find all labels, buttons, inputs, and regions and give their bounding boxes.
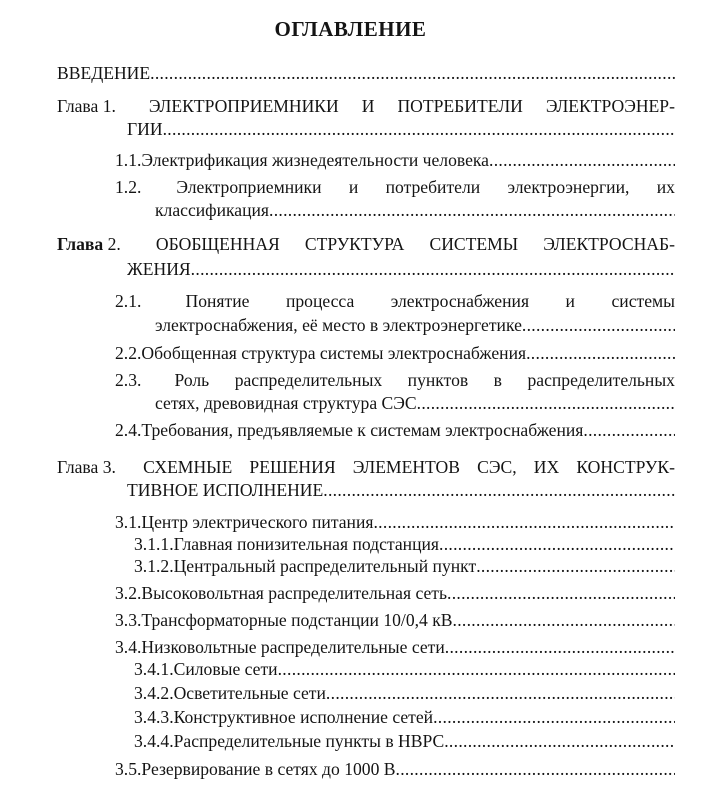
word: РЕШЕНИЯ — [249, 457, 336, 477]
toc-chapter-3-line2 — [127, 479, 675, 501]
entry-number: 3.4.3. — [134, 707, 174, 727]
toc-entry-text: Низковольтные распределительные сети — [141, 637, 445, 657]
dot-leader — [439, 533, 675, 555]
toc-entry-3-4-3 — [134, 706, 675, 728]
toc-entry-text: Центр электрического питания — [141, 512, 374, 532]
word: системы — [611, 291, 675, 311]
toc-entry-1-2-line1 — [115, 176, 675, 198]
entry-number: 3.4.1. — [134, 659, 174, 679]
toc-entry-3-4 — [115, 636, 675, 658]
chapter-label: Глава 1. — [57, 96, 116, 116]
toc-entry-3-4-4 — [134, 730, 675, 752]
toc-entry-2-3-line2 — [155, 392, 675, 414]
toc-chapter-1-line1 — [57, 95, 675, 117]
entry-number: 3.3. — [115, 610, 142, 630]
word: СИСТЕМЫ — [429, 234, 519, 254]
dot-leader — [433, 706, 675, 728]
dot-leader — [444, 730, 675, 752]
dot-leader — [522, 314, 675, 336]
entry-number: 2.1. — [115, 291, 142, 311]
toc-entry-2-3-line1 — [115, 369, 675, 391]
entry-number: 3.1. — [115, 512, 142, 532]
entry-number: 3.5. — [115, 759, 142, 779]
word: ЭЛЕКТРОПРИЕМНИКИ — [148, 96, 339, 116]
toc-entry-3-5 — [115, 758, 675, 780]
toc-chapter-2-line1 — [57, 233, 675, 255]
dot-leader — [191, 258, 675, 280]
dot-leader — [489, 149, 675, 171]
word: СЭС, — [477, 457, 517, 477]
toc-entry-1-1 — [115, 149, 675, 171]
toc-entry-text: Главная понизительная подстанция — [173, 534, 439, 554]
word: пунктов — [407, 370, 469, 390]
dot-leader — [445, 636, 675, 658]
dot-leader — [323, 479, 675, 501]
toc-entry-text: Резервирование в сетях до 1000 В — [141, 759, 396, 779]
entry-number: 2.2. — [115, 343, 142, 363]
toc-entry-text: Трансформаторные подстанции 10/0,4 кВ — [141, 610, 453, 630]
entry-number: 3.1.2. — [134, 556, 174, 576]
word: ПОТРЕБИТЕЛИ — [397, 96, 523, 116]
chapter-label: Глава 3. — [57, 457, 116, 477]
word: ЭЛЕКТРОЭНЕР- — [545, 96, 675, 116]
toc-entry-2-1-line1 — [115, 290, 675, 312]
toc-entry-text: Высоковольтная распределительная сеть — [141, 583, 448, 603]
chapter-title-cont: ТИВНОЕ ИСПОЛНЕНИЕ — [127, 480, 324, 500]
toc-entry-text: Конструктивное исполнение сетей — [173, 707, 434, 727]
toc-entry-text: ВВЕДЕНИЕ — [57, 63, 151, 83]
word: И — [361, 96, 375, 116]
toc-chapter-3-line1 — [57, 456, 675, 478]
word: процесса — [285, 291, 355, 311]
word: ОБОБЩЕННАЯ — [155, 234, 280, 254]
toc-entry-text: Обобщенная структура системы электроснабжения — [141, 343, 527, 363]
dot-leader — [326, 682, 675, 704]
dot-leader — [447, 582, 675, 604]
word: распределительных — [527, 370, 675, 390]
toc-entry-3-2 — [115, 582, 675, 604]
word: распределительных — [234, 370, 383, 390]
chapter-label-number: 2. — [107, 234, 121, 254]
word: Понятие — [185, 291, 250, 311]
dot-leader — [476, 555, 675, 577]
dot-leader — [526, 342, 675, 364]
dot-leader — [278, 658, 675, 680]
entry-number: 2.4. — [115, 420, 142, 440]
toc-entry-2-1-line2 — [155, 314, 675, 336]
word: и — [565, 291, 575, 311]
word: электроснабжения — [390, 291, 530, 311]
toc-entry-3-1-2 — [134, 555, 675, 577]
toc-entry-3-4-1 — [134, 658, 675, 680]
toc-entry-3-4-2 — [134, 682, 675, 704]
toc-chapter-1-line2 — [127, 118, 675, 140]
word: КОНСТРУК- — [576, 457, 675, 477]
toc-entry-text: классификация — [155, 200, 269, 220]
chapter-label-word: Глава — [57, 234, 104, 254]
toc-title: ОГЛАВЛЕНИЕ — [274, 17, 427, 41]
toc-entry-intro — [57, 62, 675, 84]
entry-number: 3.4. — [115, 637, 142, 657]
dot-leader — [583, 419, 675, 441]
toc-entry-text: Требования, предъявляемые к системам электроснабжения — [141, 420, 584, 440]
entry-number: 3.4.4. — [134, 731, 174, 751]
toc-entry-text: Распределительные пункты в НВРС — [173, 731, 445, 751]
dot-leader — [396, 758, 675, 780]
entry-number: 2.3. — [115, 370, 142, 390]
toc-entry-text: Центральный распределительный пункт — [173, 556, 477, 576]
toc-entry-text: Осветительные сети — [173, 683, 326, 703]
word: в — [493, 370, 502, 390]
entry-number: 3.1.1. — [134, 534, 174, 554]
entry-number: 3.2. — [115, 583, 142, 603]
word: их — [656, 177, 675, 197]
chapter-title-cont: ГИИ — [127, 119, 163, 139]
entry-number: 1.2. — [115, 177, 142, 197]
word: ЭЛЕКТРОСНАБ- — [543, 234, 675, 254]
word: потребители — [385, 177, 481, 197]
toc-entry-3-1-1 — [134, 533, 675, 555]
toc-entry-3-3 — [115, 609, 675, 631]
dot-leader — [373, 511, 675, 533]
word: Роль — [174, 370, 210, 390]
entry-number: 1.1. — [115, 150, 142, 170]
dot-leader — [150, 62, 675, 84]
entry-number: 3.4.2. — [134, 683, 174, 703]
word: и — [348, 177, 359, 197]
toc-entry-2-2 — [115, 342, 675, 364]
toc-entry-3-1 — [115, 511, 675, 533]
word: электроэнергии, — [507, 177, 630, 197]
word: Электроприемники — [176, 177, 322, 197]
dot-leader — [163, 118, 675, 140]
toc-entry-text: сетях, древовидная структура СЭС — [155, 393, 417, 413]
toc-entry-text: Силовые сети — [173, 659, 278, 679]
word: СХЕМНЫЕ — [143, 457, 233, 477]
toc-entry-2-4 — [115, 419, 675, 441]
toc-entry-text: Электрификация жизнедеятельности человека — [141, 150, 489, 170]
word: ЭЛЕМЕНТОВ — [352, 457, 460, 477]
word: ИХ — [533, 457, 560, 477]
word: СТРУКТУРА — [304, 234, 405, 254]
dot-leader — [269, 199, 675, 221]
toc-chapter-2-line2 — [127, 258, 675, 280]
toc-entry-text: электроснабжения, её место в электроэнергетике — [155, 315, 522, 335]
chapter-title-cont: ЖЕНИЯ — [127, 259, 191, 279]
dot-leader — [453, 609, 676, 631]
dot-leader — [417, 392, 675, 414]
toc-entry-1-2-line2 — [155, 199, 675, 221]
